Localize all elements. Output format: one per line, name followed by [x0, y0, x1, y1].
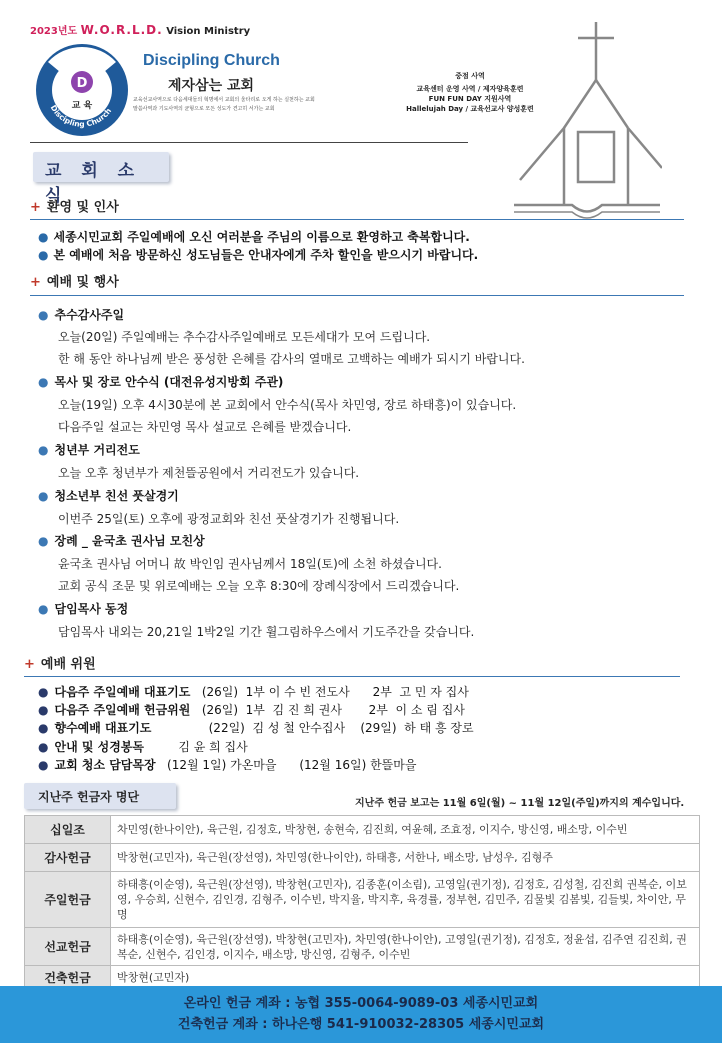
row-names: 차민영(한나이안), 육근원, 김정호, 박창현, 송현숙, 김진희, 여윤혜, 조효정, 이지수, 방신영, 배소망, 이수빈	[111, 816, 700, 844]
header-divider	[30, 142, 468, 143]
table-row	[25, 816, 700, 844]
focus-heading: 중점 사역	[455, 72, 485, 80]
donors-title: 지난주 헌금자 명단	[24, 783, 176, 809]
row-names: 하태흥(이순영), 육근원(장선영), 박창현(고민자), 김종훈(이소림), 고영일(권기정), 김정호, 김성철, 김진희 권복순, 이보영, 우승희, 신현수, 김인경, 김형주, 이수빈, 박지율, 박지후, 육경률, 정부현, 김민주, 김물빛 김봄빛, 김들빛, 차이안, 무명	[111, 872, 700, 928]
event-head: ● 청소년부 친선 풋살경기	[38, 489, 179, 503]
worship-row: ● 다음주 주일예배 헌금위원 (26일) 1부 김 진 희 권사 2부 이 소 림 집사	[38, 703, 465, 717]
worship-title-text: 예배 위원	[40, 657, 96, 672]
donors-table	[24, 815, 700, 990]
section-divider	[30, 295, 684, 296]
focus-item: 교육센터 운영 사역 / 제자양육훈련	[416, 85, 524, 93]
event-line: 이번주 25일(토) 오후에 광정교회와 친선 풋살경기가 진행됩니다.	[58, 512, 400, 526]
logo-ring-text: Discipling Church	[48, 103, 114, 129]
church-subtitle: 제자삼는 교회	[168, 78, 255, 94]
events-section-title: + 예배 및 행사	[30, 275, 119, 290]
church-title: Discipling Church	[143, 52, 280, 69]
event-line: 오늘(20일) 주일예배는 추수감사주일예배로 모든세대가 모여 드립니다.	[58, 330, 431, 344]
event-line: 담임목사 내외는 20,21일 1박2일 기간 휠그림하우스에서 기도주간을 갖습니다.	[58, 625, 475, 639]
event-line: 한 해 동안 하나님께 받은 풍성한 은혜를 감사의 열매로 고백하는 예배가 되시기 바랍니다.	[58, 352, 525, 366]
logo-letter: D	[76, 76, 88, 91]
online-account: 온라인 헌금 계좌 : 농협 355-0064-9089-03 세종시민교회	[183, 996, 539, 1011]
event-line: 오늘 오후 청년부가 제천뜰공원에서 거리전도가 있습니다.	[58, 466, 360, 480]
worship-section-title: + 예배 위원	[24, 657, 96, 672]
ministry-banner	[30, 22, 250, 37]
desc-line: 교육선교사역으로 다음세대들의 혁명에서 교회의 울타리로 오게 하는 실천하는 교회	[133, 97, 315, 103]
church-cross-art	[512, 20, 662, 220]
event-line: 윤국초 권사님 어머니 故 박인임 권사님께서 18일(토)에 소천 하셨습니다.	[58, 557, 442, 571]
event-head: ● 청년부 거리전도	[38, 443, 140, 457]
focus-item: FUN FUN DAY 지원사역	[428, 95, 512, 103]
welcome-item: ● 본 예배에 처음 방문하신 성도님들은 안내자에게 주차 할인을 받으시기 바랍니다.	[38, 248, 479, 262]
logo-word: 교 육	[71, 101, 93, 111]
section-divider	[30, 219, 684, 220]
row-names: 박창현(고민자)	[111, 966, 700, 990]
row-label: 감사헌금	[25, 844, 111, 872]
worship-row: ● 안내 및 성경봉독 김 윤 희 집사	[38, 740, 248, 754]
church-logo	[34, 42, 130, 138]
account-footer	[0, 986, 722, 1043]
event-head: ● 담임목사 동정	[38, 602, 129, 616]
worship-row: ● 향수예배 대표기도 (22일) 김 성 철 안수집사 (29일) 하 태 흥 장로	[38, 721, 474, 735]
row-label: 주일헌금	[25, 872, 111, 928]
event-head: ● 목사 및 장로 안수식 (대전유성지방회 주관)	[38, 375, 284, 389]
row-names: 박창현(고민자), 육근원(장선영), 차민영(한나이안), 하태흥, 서한나, 배소망, 남성우, 김형주	[111, 844, 700, 872]
event-line: 다음주일 설교는 차민영 목사 설교로 은혜를 받겠습니다.	[58, 420, 352, 434]
year-label: 2023년도	[30, 26, 78, 37]
table-row	[25, 928, 700, 966]
news-title: 교 회 소 식	[33, 152, 169, 182]
table-row	[25, 872, 700, 928]
welcome-section-title: + 환영 및 인사	[30, 200, 119, 215]
section-divider	[24, 676, 680, 677]
row-label: 건축헌금	[25, 966, 111, 990]
church-description	[133, 96, 383, 114]
world-label: W.O.R.L.D.	[80, 23, 163, 37]
worship-row: ● 다음주 주일예배 대표기도 (26일) 1부 이 수 빈 전도사 2부 고 민 자 집사	[38, 685, 469, 699]
donors-note: 지난주 헌금 보고는 11월 6일(월) ~ 11월 12일(주일)까지의 계수입니다.	[355, 798, 685, 809]
row-label: 십일조	[25, 816, 111, 844]
worship-row: ● 교회 청소 담담목장 (12월 1일) 가온마을 (12월 16일) 한뜰마을	[38, 758, 417, 772]
desc-line: 말씀사역과 기도사역의 균형으로 모든 성도가 견고히 서가는 교회	[133, 106, 275, 112]
events-title-text: 예배 및 행사	[46, 275, 119, 290]
ministry-label: Vision Ministry	[166, 26, 251, 37]
event-head: ● 장례 _ 윤국초 권사님 모친상	[38, 534, 205, 548]
table-row	[25, 844, 700, 872]
event-line: 교회 공식 조문 및 위로예배는 오늘 오후 8:30에 장례식장에서 드리겠습니다.	[58, 579, 460, 593]
event-head: ● 추수감사주일	[38, 308, 125, 322]
building-account: 건축헌금 계좌 : 하나은행 541-910032-28305 세종시민교회	[177, 1017, 545, 1032]
row-names: 하태흥(이순영), 육근원(장선영), 박창현(고민자), 차민영(한나이안), 고영일(권기정), 김정호, 정윤섭, 김주연 김진희, 권복순, 신현수, 김인경, 이지수, 배소망, 방신영, 김형주, 이수빈	[111, 928, 700, 966]
welcome-title-text: 환영 및 인사	[46, 200, 119, 215]
focus-item: Hallelujah Day / 교육선교사 양성훈련	[406, 105, 534, 113]
event-line: 오늘(19일) 오후 4시30분에 본 교회에서 안수식(목사 차민영, 장로 하태흥)이 있습니다.	[58, 398, 517, 412]
welcome-item: ● 세종시민교회 주일예배에 오신 여러분을 주님의 이름으로 환영하고 축복합니다.	[38, 230, 470, 244]
row-label: 선교헌금	[25, 928, 111, 966]
